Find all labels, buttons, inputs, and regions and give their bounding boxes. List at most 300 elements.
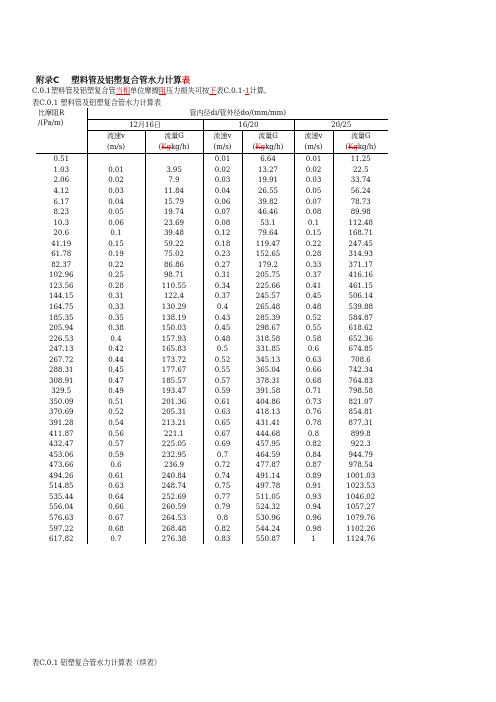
- cell-velocity-2: 0.34: [203, 281, 242, 292]
- cell-flow-1: 59.22: [145, 238, 203, 249]
- cell-flow-2: 331.85: [242, 344, 294, 355]
- cell-velocity-1: 0.31: [87, 291, 145, 302]
- table-row: [36, 449, 388, 460]
- table-row: [36, 312, 388, 323]
- cell-velocity-1: 0.63: [87, 481, 145, 492]
- cell-friction: 10.3: [36, 217, 87, 228]
- cell-friction: 514.85: [36, 481, 87, 492]
- cell-velocity-1: 0.05: [87, 207, 145, 218]
- cell-velocity-3: 0.82: [294, 439, 333, 450]
- cell-flow-1: 248.74: [145, 481, 203, 492]
- cell-velocity-2: 0.02: [203, 165, 242, 176]
- cell-flow-1: 15.79: [145, 196, 203, 207]
- cell-flow-2: 378.31: [242, 376, 294, 387]
- cell-velocity-2: 0.74: [203, 471, 242, 482]
- velocity-unit: (m/s): [213, 143, 232, 152]
- cell-friction: 226.53: [36, 333, 87, 344]
- intro-text-2: 单位摩擦: [130, 86, 159, 95]
- cell-velocity-2: 0.52: [203, 354, 242, 365]
- cell-flow-1: 157.93: [145, 333, 203, 344]
- header-row-label-line2: /(Pa/m): [38, 119, 64, 127]
- cell-flow-1: 110.55: [145, 281, 203, 292]
- cell-flow-1: 221.1: [145, 428, 203, 439]
- cell-flow-2: 550.87: [242, 534, 294, 545]
- cell-flow-1: 75.02: [145, 249, 203, 260]
- cell-friction: 556.04: [36, 502, 87, 513]
- cell-flow-1: 130.29: [145, 302, 203, 313]
- cell-friction: 6.17: [36, 196, 87, 207]
- cell-flow-1: 7.9: [145, 175, 203, 186]
- table-row: [36, 281, 388, 292]
- cell-flow-3: 742.34: [348, 366, 373, 375]
- cell-velocity-1: 0.02: [87, 175, 145, 186]
- cell-flow-1: [145, 154, 203, 165]
- cell-flow-2: 119.47: [242, 238, 294, 249]
- cell-velocity-1: 0.22: [87, 260, 145, 271]
- cell-flow-1: 173.72: [145, 354, 203, 365]
- cell-flow-2: 245.57: [242, 291, 294, 302]
- footer-caption: 表C.0.1 铝塑复合管水力计算表（续表）: [32, 658, 162, 667]
- flow-unit-rest: kg/h): [171, 143, 190, 152]
- appendix-title: [36, 74, 190, 86]
- table-row: [36, 344, 388, 355]
- cell-flow-2: 39.82: [242, 196, 294, 207]
- cell-flow-2: 457.95: [242, 439, 294, 450]
- cell-friction: 102.96: [36, 270, 87, 281]
- cell-velocity-1: 0.1: [87, 228, 145, 239]
- cell-friction: 82.37: [36, 260, 87, 271]
- cell-friction: 247.13: [36, 344, 87, 355]
- flow-label: 流量G: [164, 132, 184, 141]
- appendix-title-text: 塑料管及铝塑复合管水力计算: [71, 76, 182, 86]
- cell-velocity-2: 0.31: [203, 270, 242, 281]
- table-row: [36, 481, 388, 492]
- cell-flow-1: 205.31: [145, 407, 203, 418]
- cell-flow-3: 1079.76: [346, 513, 376, 522]
- cell-friction: 370.69: [36, 407, 87, 418]
- cell-velocity-2: 0.4: [203, 302, 242, 313]
- cell-velocity-3: 0.84: [294, 449, 333, 460]
- cell-velocity-2: 0.82: [203, 523, 242, 534]
- table-row: [36, 354, 388, 365]
- cell-velocity-3: 0.48: [294, 302, 333, 313]
- cell-velocity-3: 0.93: [294, 492, 333, 503]
- header-group-3: 20/25: [294, 119, 388, 131]
- cell-friction: 205.94: [36, 323, 87, 334]
- header-group-1: 12月16日: [87, 119, 203, 131]
- cell-velocity-1: 0.25: [87, 270, 145, 281]
- cell-flow-1: 185.57: [145, 376, 203, 387]
- intro-revision-2: 阻: [158, 86, 167, 95]
- cell-flow-1: 201.36: [145, 397, 203, 408]
- cell-flow-1: 225.05: [145, 439, 203, 450]
- flow-label: 流量G: [350, 132, 371, 141]
- cell-velocity-3: 0.52: [294, 312, 333, 323]
- cell-velocity-2: 0.43: [203, 312, 242, 323]
- cell-flow-1: 276.38: [145, 534, 203, 545]
- cell-velocity-1: 0.35: [87, 312, 145, 323]
- cell-flow-1: 122.4: [145, 291, 203, 302]
- cell-velocity-1: 0.03: [87, 186, 145, 197]
- cell-flow-3: 168.71: [348, 229, 373, 238]
- table-row: [36, 428, 388, 439]
- header-flow-col: [242, 131, 294, 154]
- cell-friction: 0.51: [36, 154, 87, 165]
- flow-unit: (Kgkg/h): [252, 143, 284, 152]
- cell-flow-2: 265.48: [242, 302, 294, 313]
- cell-flow-1: 3.95: [145, 165, 203, 176]
- cell-friction: 288.31: [36, 365, 87, 376]
- cell-flow-3: 56.24: [350, 187, 371, 195]
- cell-velocity-2: 0.72: [203, 460, 242, 471]
- cell-friction: 8.23: [36, 207, 87, 218]
- cell-velocity-2: 0.03: [203, 175, 242, 186]
- cell-velocity-2: 0.61: [203, 397, 242, 408]
- cell-flow-1: 11.84: [145, 186, 203, 197]
- cell-velocity-2: 0.04: [203, 186, 242, 197]
- cell-velocity-2: 0.12: [203, 228, 242, 239]
- cell-flow-2: 13.27: [242, 165, 294, 176]
- cell-flow-3: 1124.76: [346, 535, 376, 544]
- cell-velocity-1: 0.66: [87, 502, 145, 513]
- cell-flow-3: 461.15: [348, 281, 373, 290]
- table-row: [36, 376, 388, 387]
- cell-velocity-1: 0.38: [87, 323, 145, 334]
- cell-flow-1: 177.67: [145, 365, 203, 376]
- cell-friction: 1.03: [36, 165, 87, 176]
- cell-flow-3: 899.8: [350, 429, 371, 438]
- cell-velocity-2: 0.01: [203, 154, 242, 165]
- flow-unit-strike: Kg: [348, 143, 358, 152]
- cell-flow-2: 464.59: [242, 449, 294, 460]
- header-velocity-col: [203, 131, 242, 154]
- cell-friction: 432.47: [36, 439, 87, 450]
- cell-velocity-1: 0.6: [87, 460, 145, 471]
- cell-flow-3: 798.58: [348, 387, 373, 396]
- cell-velocity-1: 0.49: [87, 386, 145, 397]
- cell-flow-2: 418.13: [242, 407, 294, 418]
- cell-velocity-1: 0.42: [87, 344, 145, 355]
- table-row: [36, 523, 388, 534]
- flow-unit-rest: kg/h): [265, 143, 284, 152]
- cell-flow-2: 53.1: [242, 217, 294, 228]
- table-row: [36, 186, 388, 197]
- cell-velocity-3: 0.78: [294, 418, 333, 429]
- velocity-label: 流速v: [107, 132, 125, 141]
- header-velocity-col: [294, 131, 333, 154]
- cell-flow-3: 854.81: [348, 408, 373, 417]
- table-row: [36, 196, 388, 207]
- cell-flow-3: 371.17: [348, 260, 373, 269]
- cell-velocity-3: 0.01: [294, 154, 333, 165]
- cell-velocity-3: 0.87: [294, 460, 333, 471]
- cell-flow-1: 252.69: [145, 492, 203, 503]
- cell-flow-3: 764.83: [348, 376, 373, 385]
- cell-velocity-1: 0.61: [87, 471, 145, 482]
- cell-flow-2: 530.96: [242, 513, 294, 524]
- cell-flow-1: 264.53: [145, 513, 203, 524]
- cell-velocity-2: 0.7: [203, 449, 242, 460]
- cell-flow-2: 318.58: [242, 333, 294, 344]
- intro-revision-4: 1: [244, 86, 250, 95]
- table-row: [36, 386, 388, 397]
- cell-flow-3: 1046.02: [346, 492, 376, 501]
- cell-friction: 350.09: [36, 397, 87, 408]
- cell-velocity-3: 1: [294, 534, 333, 545]
- cell-velocity-3: 0.07: [294, 196, 333, 207]
- header-velocity-col: [87, 131, 145, 154]
- cell-flow-3: 944.79: [348, 450, 373, 459]
- cell-velocity-3: 0.89: [294, 471, 333, 482]
- cell-flow-3: 314.93: [348, 250, 373, 259]
- velocity-label: 流速v: [304, 132, 323, 141]
- cell-velocity-3: 0.68: [294, 376, 333, 387]
- cell-friction: 2.06: [36, 175, 87, 186]
- cell-velocity-2: 0.57: [203, 376, 242, 387]
- cell-velocity-3: 0.33: [294, 260, 333, 271]
- cell-velocity-1: 0.7: [87, 534, 145, 545]
- cell-velocity-1: 0.33: [87, 302, 145, 313]
- cell-velocity-1: 0.57: [87, 439, 145, 450]
- cell-friction: 617.82: [36, 534, 87, 545]
- cell-flow-1: 268.48: [145, 523, 203, 534]
- cell-velocity-1: 0.56: [87, 428, 145, 439]
- cell-velocity-2: 0.63: [203, 407, 242, 418]
- cell-flow-1: 138.19: [145, 312, 203, 323]
- cell-flow-3: 877.31: [348, 419, 373, 428]
- cell-flow-3: 1001.03: [346, 471, 376, 480]
- table-row: [36, 217, 388, 228]
- cell-flow-3: 89.98: [350, 208, 371, 217]
- velocity-unit: (m/s): [106, 143, 126, 152]
- cell-velocity-1: 0.04: [87, 196, 145, 207]
- cell-velocity-2: 0.65: [203, 418, 242, 429]
- cell-flow-1: 240.84: [145, 471, 203, 482]
- header-flow-col: [333, 131, 388, 154]
- cell-flow-3: 33.74: [350, 176, 371, 185]
- table-row: [36, 407, 388, 418]
- cell-velocity-1: 0.01: [87, 165, 145, 176]
- table-row: [36, 270, 388, 281]
- cell-flow-1: 236.9: [145, 460, 203, 471]
- cell-velocity-3: 0.02: [294, 165, 333, 176]
- cell-friction: 185.35: [36, 312, 87, 323]
- cell-flow-2: 524.32: [242, 502, 294, 513]
- cell-flow-2: 6.64: [242, 154, 294, 165]
- cell-velocity-1: 0.47: [87, 376, 145, 387]
- cell-friction: 597.22: [36, 523, 87, 534]
- cell-velocity-2: 0.55: [203, 365, 242, 376]
- cell-velocity-2: 0.08: [203, 217, 242, 228]
- cell-flow-2: 477.87: [242, 460, 294, 471]
- cell-velocity-3: 0.63: [294, 354, 333, 365]
- cell-velocity-2: 0.23: [203, 249, 242, 260]
- cell-friction: 473.66: [36, 460, 87, 471]
- cell-velocity-3: 0.22: [294, 238, 333, 249]
- cell-flow-3: 922.3: [350, 440, 371, 449]
- cell-velocity-1: 0.19: [87, 249, 145, 260]
- cell-flow-1: 86.86: [145, 260, 203, 271]
- cell-velocity-2: 0.67: [203, 428, 242, 439]
- cell-velocity-2: 0.79: [203, 502, 242, 513]
- table-row: [36, 502, 388, 513]
- cell-flow-2: 152.65: [242, 249, 294, 260]
- intro-revision-3: 下: [209, 86, 217, 95]
- cell-velocity-3: 0.98: [294, 523, 333, 534]
- table-row: [36, 439, 388, 450]
- cell-friction: 123.56: [36, 281, 87, 292]
- cell-flow-3: 1023.53: [346, 482, 376, 491]
- cell-velocity-2: 0.48: [203, 333, 242, 344]
- cell-friction: 267.72: [36, 354, 87, 365]
- cell-flow-2: 285.39: [242, 312, 294, 323]
- cell-flow-1: 23.69: [145, 217, 203, 228]
- flow-unit-strike: Kg: [161, 143, 172, 152]
- cell-flow-2: 225.66: [242, 281, 294, 292]
- table-row: [36, 471, 388, 482]
- intro-text-1: C.0.1塑料管及铝塑复合管: [32, 86, 116, 95]
- appendix-title-red-tail: 表: [181, 76, 191, 86]
- flow-unit: (Kgkg/h): [345, 143, 377, 152]
- cell-flow-3: 1057.27: [346, 503, 376, 512]
- hydraulic-table: [36, 108, 388, 544]
- cell-friction: 576.63: [36, 513, 87, 524]
- cell-flow-3: 416.16: [348, 271, 373, 280]
- cell-flow-2: 365.04: [242, 365, 294, 376]
- table-row: [36, 460, 388, 471]
- cell-velocity-3: 0.96: [294, 513, 333, 524]
- cell-velocity-2: 0.06: [203, 196, 242, 207]
- cell-flow-3: 708.6: [350, 355, 371, 364]
- cell-velocity-2: 0.59: [203, 386, 242, 397]
- table-row: [36, 534, 388, 545]
- cell-flow-2: 205.75: [242, 270, 294, 281]
- cell-flow-3: 978.54: [348, 461, 373, 470]
- header-flow-col: [145, 131, 203, 154]
- cell-velocity-2: 0.27: [203, 260, 242, 271]
- cell-velocity-2: 0.83: [203, 534, 242, 545]
- cell-friction: 41.19: [36, 238, 87, 249]
- cell-velocity-1: 0.68: [87, 523, 145, 534]
- cell-velocity-1: 0.06: [87, 217, 145, 228]
- cell-velocity-3: 0.76: [294, 407, 333, 418]
- cell-flow-3: 1102.26: [346, 524, 376, 533]
- cell-velocity-1: 0.4: [87, 333, 145, 344]
- cell-flow-2: 491.14: [242, 471, 294, 482]
- cell-velocity-3: 0.05: [294, 186, 333, 197]
- cell-velocity-3: 0.73: [294, 397, 333, 408]
- intro-revision-1: 当相: [115, 86, 131, 95]
- table-row: [36, 238, 388, 249]
- header-row-label: [36, 108, 87, 154]
- cell-velocity-3: 0.71: [294, 386, 333, 397]
- cell-velocity-3: 0.94: [294, 502, 333, 513]
- flow-unit-rest: kg/h): [357, 143, 377, 152]
- cell-flow-3: 78.73: [350, 197, 371, 206]
- header-group-2: 16/20: [203, 119, 294, 131]
- cell-flow-3: 539.88: [348, 303, 373, 312]
- intro-paragraph: [32, 86, 271, 96]
- velocity-unit: (m/s): [304, 143, 323, 152]
- cell-velocity-3: 0.15: [294, 228, 333, 239]
- table-row: [36, 207, 388, 218]
- cell-flow-3: 506.14: [348, 292, 373, 301]
- cell-friction: 494.26: [36, 471, 87, 482]
- cell-velocity-2: 0.75: [203, 481, 242, 492]
- cell-velocity-3: 0.1: [294, 217, 333, 228]
- cell-flow-3: 584.87: [348, 313, 373, 322]
- cell-flow-2: 79.64: [242, 228, 294, 239]
- table-row: [36, 365, 388, 376]
- table-row: [36, 291, 388, 302]
- table-row: [36, 333, 388, 344]
- cell-flow-1: 232.95: [145, 449, 203, 460]
- cell-velocity-1: [87, 154, 145, 165]
- cell-flow-2: 511.05: [242, 492, 294, 503]
- cell-velocity-3: 0.58: [294, 333, 333, 344]
- cell-flow-2: 404.86: [242, 397, 294, 408]
- intro-text-3: 压力损失可按: [166, 86, 210, 95]
- table-row: [36, 513, 388, 524]
- table-row: [36, 418, 388, 429]
- cell-flow-1: 165.83: [145, 344, 203, 355]
- cell-velocity-2: 0.37: [203, 291, 242, 302]
- cell-velocity-3: 0.03: [294, 175, 333, 186]
- cell-velocity-3: 0.41: [294, 281, 333, 292]
- table-row: [36, 492, 388, 503]
- cell-velocity-2: 0.5: [203, 344, 242, 355]
- cell-flow-1: 150.03: [145, 323, 203, 334]
- cell-velocity-2: 0.69: [203, 439, 242, 450]
- cell-velocity-1: 0.51: [87, 397, 145, 408]
- cell-velocity-3: 0.91: [294, 481, 333, 492]
- cell-velocity-3: 0.37: [294, 270, 333, 281]
- cell-friction: 4.12: [36, 186, 87, 197]
- cell-flow-1: 39.48: [145, 228, 203, 239]
- table-row: [36, 228, 388, 239]
- cell-velocity-3: 0.08: [294, 207, 333, 218]
- cell-velocity-3: 0.28: [294, 249, 333, 260]
- cell-flow-2: 391.58: [242, 386, 294, 397]
- cell-velocity-1: 0.15: [87, 238, 145, 249]
- cell-flow-2: 26.55: [242, 186, 294, 197]
- cell-velocity-1: 0.45: [87, 365, 145, 376]
- flow-unit: (Kgkg/h): [158, 143, 190, 152]
- cell-flow-3: 821.07: [348, 397, 373, 406]
- cell-flow-2: 544.24: [242, 523, 294, 534]
- cell-flow-1: 19.74: [145, 207, 203, 218]
- cell-friction: 453.06: [36, 449, 87, 460]
- cell-friction: 20.6: [36, 228, 87, 239]
- flow-label: 流量G: [258, 132, 278, 141]
- cell-velocity-1: 0.59: [87, 449, 145, 460]
- cell-velocity-3: 0.45: [294, 291, 333, 302]
- cell-velocity-3: 0.6: [294, 344, 333, 355]
- table-row: [36, 154, 388, 165]
- cell-flow-1: 98.71: [145, 270, 203, 281]
- cell-friction: 164.75: [36, 302, 87, 313]
- cell-flow-2: 179.2: [242, 260, 294, 271]
- cell-flow-1: 213.21: [145, 418, 203, 429]
- cell-velocity-3: 0.8: [294, 428, 333, 439]
- table-caption: 表C.0.1 塑料管及铝塑复合管水力计算表: [32, 98, 162, 107]
- table-row: [36, 260, 388, 271]
- cell-friction: 308.91: [36, 376, 87, 387]
- velocity-label: 流速v: [213, 132, 232, 141]
- cell-friction: 144.15: [36, 291, 87, 302]
- cell-velocity-1: 0.64: [87, 492, 145, 503]
- cell-flow-2: 431.41: [242, 418, 294, 429]
